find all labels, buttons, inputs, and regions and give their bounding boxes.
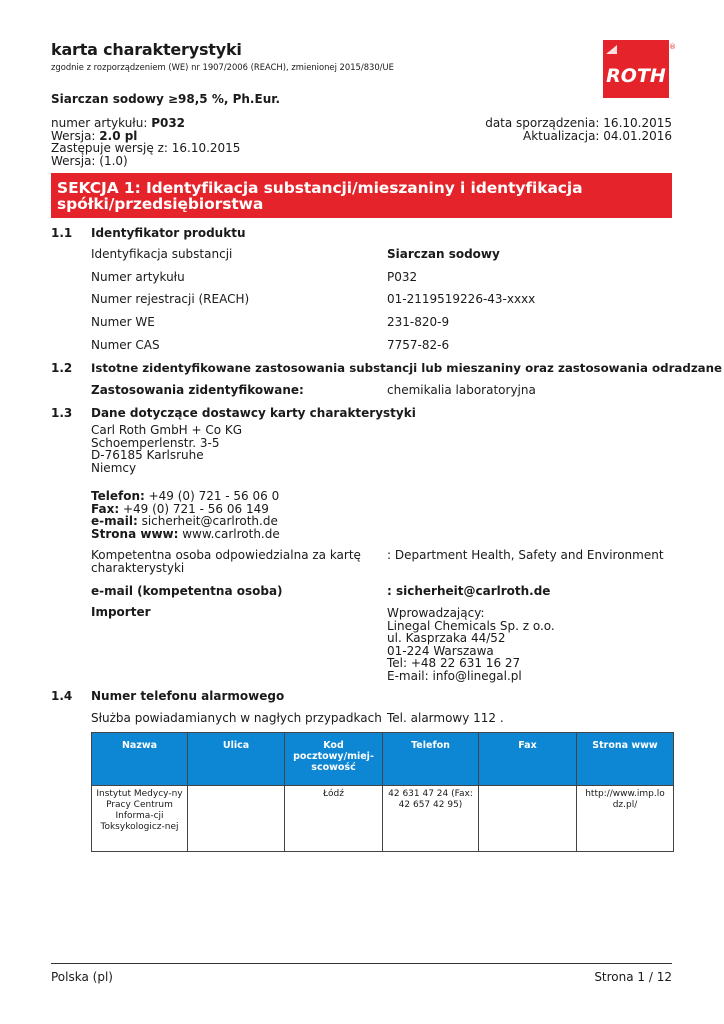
logo-text: ROTH — [606, 65, 666, 87]
replaces: Zastępuje wersję z: 16.10.2015 — [51, 141, 241, 155]
meta-left — [51, 117, 240, 167]
cell-fax — [479, 786, 577, 852]
footer-page-number: Strona 1 / 12 — [594, 970, 672, 984]
value-competent-person: : Department Health, Safety and Environment — [387, 548, 664, 562]
col-header-phone: Telefon — [383, 733, 479, 786]
section-1-1-number: 1.1 — [51, 226, 73, 240]
registered-mark: ® — [669, 43, 676, 51]
article-number: numer artykułu: P032 — [51, 116, 186, 130]
label-identified-uses: Zastosowania zidentyfikowane: — [91, 383, 304, 397]
emergency-contacts-table — [91, 732, 674, 852]
document-title: karta charakterystyki — [51, 40, 242, 59]
supplier-email: e-mail: sicherheit@carlroth.de — [91, 514, 278, 528]
value-emergency-phone: Tel. alarmowy 112 . — [387, 711, 504, 725]
value-reach-number: 01-2119519226-43-xxxx — [387, 292, 536, 306]
section-1-3-number: 1.3 — [51, 406, 73, 420]
product-name: Siarczan sodowy ≥98,5 %, Ph.Eur. — [51, 92, 280, 106]
section-1-2-heading: Istotne zidentyfikowane zastosowania substancji lub mieszaniny oraz zastosowania odradzane — [91, 361, 723, 375]
col-header-street: Ulica — [188, 733, 285, 786]
cell-street — [188, 786, 285, 852]
table-header-row — [92, 733, 674, 786]
section-1-3-heading: Dane dotyczące dostawcy karty charakterystyki — [91, 406, 416, 420]
roth-logo — [603, 40, 676, 98]
label-article-number: Numer artykułu — [91, 270, 185, 284]
label-cas-number: Numer CAS — [91, 338, 160, 352]
value-identified-uses: chemikalia laboratoryjna — [387, 383, 536, 397]
label-competent-email: e-mail (kompetentna osoba) — [91, 584, 283, 598]
col-header-name: Nazwa — [92, 733, 188, 786]
supplier-fax: Fax: +49 (0) 721 - 56 06 149 — [91, 501, 269, 516]
value-article-number: P032 — [387, 270, 418, 284]
update-date: Aktualizacja: 04.01.2016 — [523, 128, 672, 143]
meta-right — [485, 117, 672, 142]
section-1-2-number: 1.2 — [51, 361, 73, 375]
creation-date: data sporządzenia: 16.10.2015 — [485, 116, 672, 130]
section-1-4-heading: Numer telefonu alarmowego — [91, 689, 285, 703]
label-we-number: Numer WE — [91, 315, 155, 329]
cell-postal: Łódź — [285, 786, 383, 852]
label-substance-id: Identyfikacja substancji — [91, 247, 233, 261]
supplier-contact — [91, 490, 280, 540]
footer-language: Polska (pl) — [51, 970, 113, 984]
value-importer: Wprowadzający: Linegal Chemicals Sp. z o.o. ul. Kasprzaka 44/52 01-224 Warszawa Tel: +48 22 631 16 27 E-mail: info@linegal.pl — [387, 606, 555, 683]
section-1-1-heading: Identyfikator produktu — [91, 226, 246, 240]
cell-name: Instytut Medycy-ny Pracy Centrum Informa-cji Toksykologicz-nej — [92, 786, 188, 852]
section-1-title: SEKCJA 1: Identyfikacja substancji/mieszaniny i identyfikacja spółki/przedsiębiorstwa — [51, 173, 672, 218]
value-cas-number: 7757-82-6 — [387, 338, 450, 352]
supplier-address: Carl Roth GmbH + Co KG Schoemperlenstr. 3-5 D-76185 Karlsruhe Niemcy — [91, 423, 243, 475]
cell-phone: 42 631 47 24 (Fax: 42 657 42 95) — [383, 786, 479, 852]
supplier-website: Strona www: www.carlroth.de — [91, 526, 280, 541]
cell-website[interactable]: http://www.imp.lo dz.pl/ — [577, 786, 674, 852]
col-header-postal: Kod pocztowy/miej-scowość — [285, 733, 383, 786]
replaces-version: Wersja: (1.0) — [51, 153, 128, 168]
value-competent-email: : sicherheit@carlroth.de — [387, 584, 551, 598]
label-competent-person: Kompetentna osoba odpowiedzialna za kartę charakterystyki — [91, 548, 361, 575]
footer-divider — [51, 963, 672, 964]
label-emergency-service: Służba powiadamianych w nagłych przypadkach — [91, 711, 382, 725]
version: Wersja: 2.0 pl — [51, 128, 138, 143]
label-reach-number: Numer rejestracji (REACH) — [91, 292, 250, 306]
label-importer: Importer — [91, 605, 151, 619]
col-header-fax: Fax — [479, 733, 577, 786]
supplier-phone: Telefon: +49 (0) 721 - 56 06 0 — [91, 489, 280, 503]
document-subtitle: zgodnie z rozporządzeniem (WE) nr 1907/2006 (REACH), zmienionej 2015/830/UE — [51, 62, 394, 72]
value-substance-id: Siarczan sodowy — [387, 247, 500, 261]
value-we-number: 231-820-9 — [387, 315, 450, 329]
section-1-4-number: 1.4 — [51, 689, 73, 703]
col-header-website: Strona www — [577, 733, 674, 786]
table-row — [92, 786, 674, 852]
